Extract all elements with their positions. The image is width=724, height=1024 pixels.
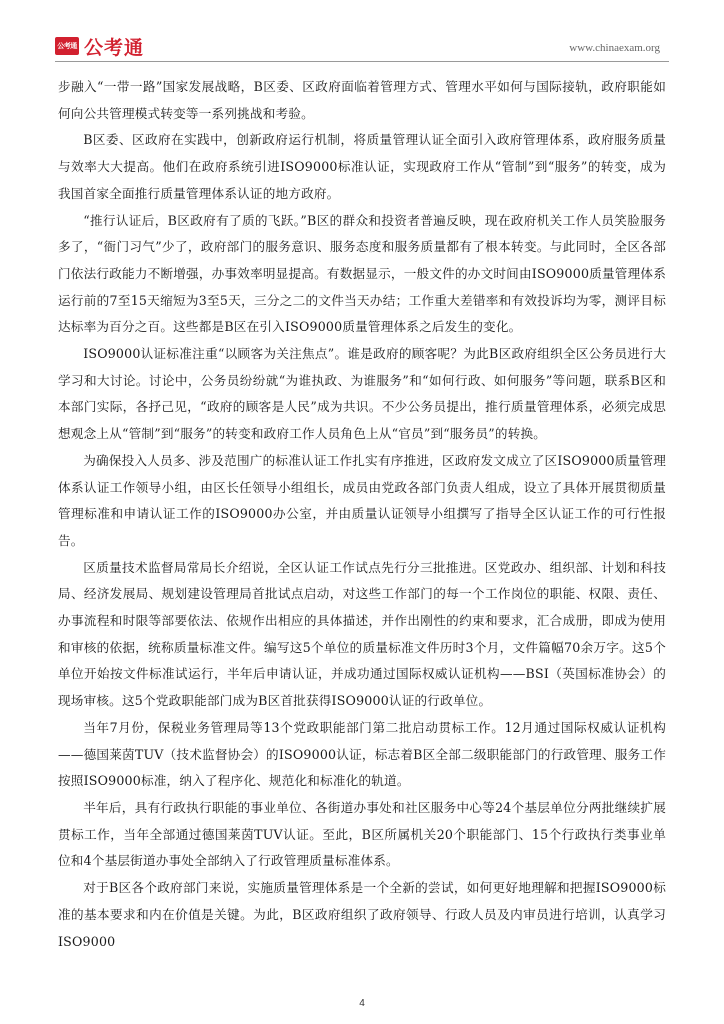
page-header: [0, 0, 724, 64]
paragraph-6: 区质量技术监督局常局长介绍说，全区认证工作试点先行分三批推进。区党政办、组织部、计划和科技局、经济发展局、规划建设管理局首批试点启动，对这些工作部门的每一个工作岗位的职能、权限、责任、办事流程和时限等部要依法、依规作出相应的具体描述，并作出刚性的约束和要求，汇合成册，即成为使用和审核的依据，统称质量标准文件。编写这5个单位的质量标准文件历时3个月，文件篇幅70余万字。这5个单位开始按文件标准试运行，半年后申请认证，并成功通过国际权威认证机构——BSI（英国标准协会）的现场审核。这5个党政职能部门成为B区首批获得ISO9000认证的行政单位。: [58, 559, 666, 709]
paragraph-5: 为确保投入人员多、涉及范围广的标准认证工作扎实有序推进，区政府发文成立了区ISO9000质量管理体系认证工作领导小组，由区长任领导小组组长，成员由党政各部门负责人组成，设立了具体开展贯彻质量管理标准和申请认证工作的ISO9000办公室，并由质量认证领导小组撰写了指导全区认证工作的可行性报告。: [58, 452, 666, 548]
paragraph-8: 半年后，具有行政执行职能的事业单位、各街道办事处和社区服务中心等24个基层单位分两批继续扩展贯标工作，当年全部通过德国莱茵TUV认证。至此，B区所属机关20个职能部门、15个行政执行类事业单位和4个基层街道办事处全部纳入了行政管理质量标准体系。: [58, 799, 666, 869]
brand-logo[interactable]: [55, 34, 144, 58]
logo-text: 公考通: [84, 36, 145, 59]
header-divider: [55, 61, 669, 62]
paragraph-2: B区委、区政府在实践中，创新政府运行机制，将质量管理认证全面引入政府管理体系，政府服务质量与效率大大提高。他们在政府系统引进ISO9000标准认证，实现政府工作从“管制”到“服务”的转变，成为我国首家全面推行质量管理体系认证的地方政府。: [58, 132, 666, 201]
paragraph-3: “推行认证后，B区政府有了质的飞跃。”B区的群众和投资者普遍反映，现在政府机关工作人员笑脸服务多了，“衙门习气”少了，政府部门的服务意识、服务态度和服务质量都有了根本转变。与此同时，全区各部门依法行政能力不断增强，办事效率明显提高。有数据显示，一般文件的办文时间由ISO9000质量管理体系运行前的7至15天缩短为3至5天，三分之二的文件当天办结；工作重大差错率和有效投诉均为零，测评目标达标率为百分之百。这些都是B区在引入ISO9000质量管理体系之后发生的变化。: [58, 212, 666, 335]
paragraph-4: ISO9000认证标准注重“以顾客为关注焦点”。谁是政府的顾客呢？为此B区政府组织全区公务员进行大学习和大讨论。讨论中，公务员纷纷就“为谁执政、为谁服务”和“如何行政、如何服务”等问题，联系B区和本部门实际，各抒己见，“政府的顾客是人民”成为共识。不少公务员提出，推行质量管理体系，必须完成思想观念上从“管制”到“服务”的转变和政府工作人员角色上从“官员”到“服务员”的转换。: [58, 346, 666, 442]
logo-badge-icon: 公考通: [55, 37, 79, 55]
paragraph-9: 对于B区各个政府部门来说，实施质量管理体系是一个全新的尝试，如何更好地理解和把握ISO9000标准的基本要求和内在价值是关键。为此，B区政府组织了政府领导、行政人员及内审员进行培训，认真学习ISO9000: [58, 880, 666, 949]
paragraph-7: 当年7月份，保税业务管理局等13个党政职能部门第二批启动贯标工作。12月通过国际权威认证机构——德国莱茵TUV（技术监督协会）的ISO9000认证，标志着B区全部二级职能部门的行政管理、服务工作按照ISO9000标准，纳入了程序化、规范化和标准化的轨道。: [58, 719, 666, 789]
site-url[interactable]: www.chinaexam.org: [569, 42, 660, 54]
paragraph-1: 步融入“一带一路”国家发展战略，B区委、区政府面临着管理方式、管理水平如何与国际接轨，政府职能如何向公共管理模式转变等一系列挑战和考验。: [58, 79, 666, 121]
page-number: 4: [359, 998, 365, 1009]
document-body: [58, 74, 666, 955]
